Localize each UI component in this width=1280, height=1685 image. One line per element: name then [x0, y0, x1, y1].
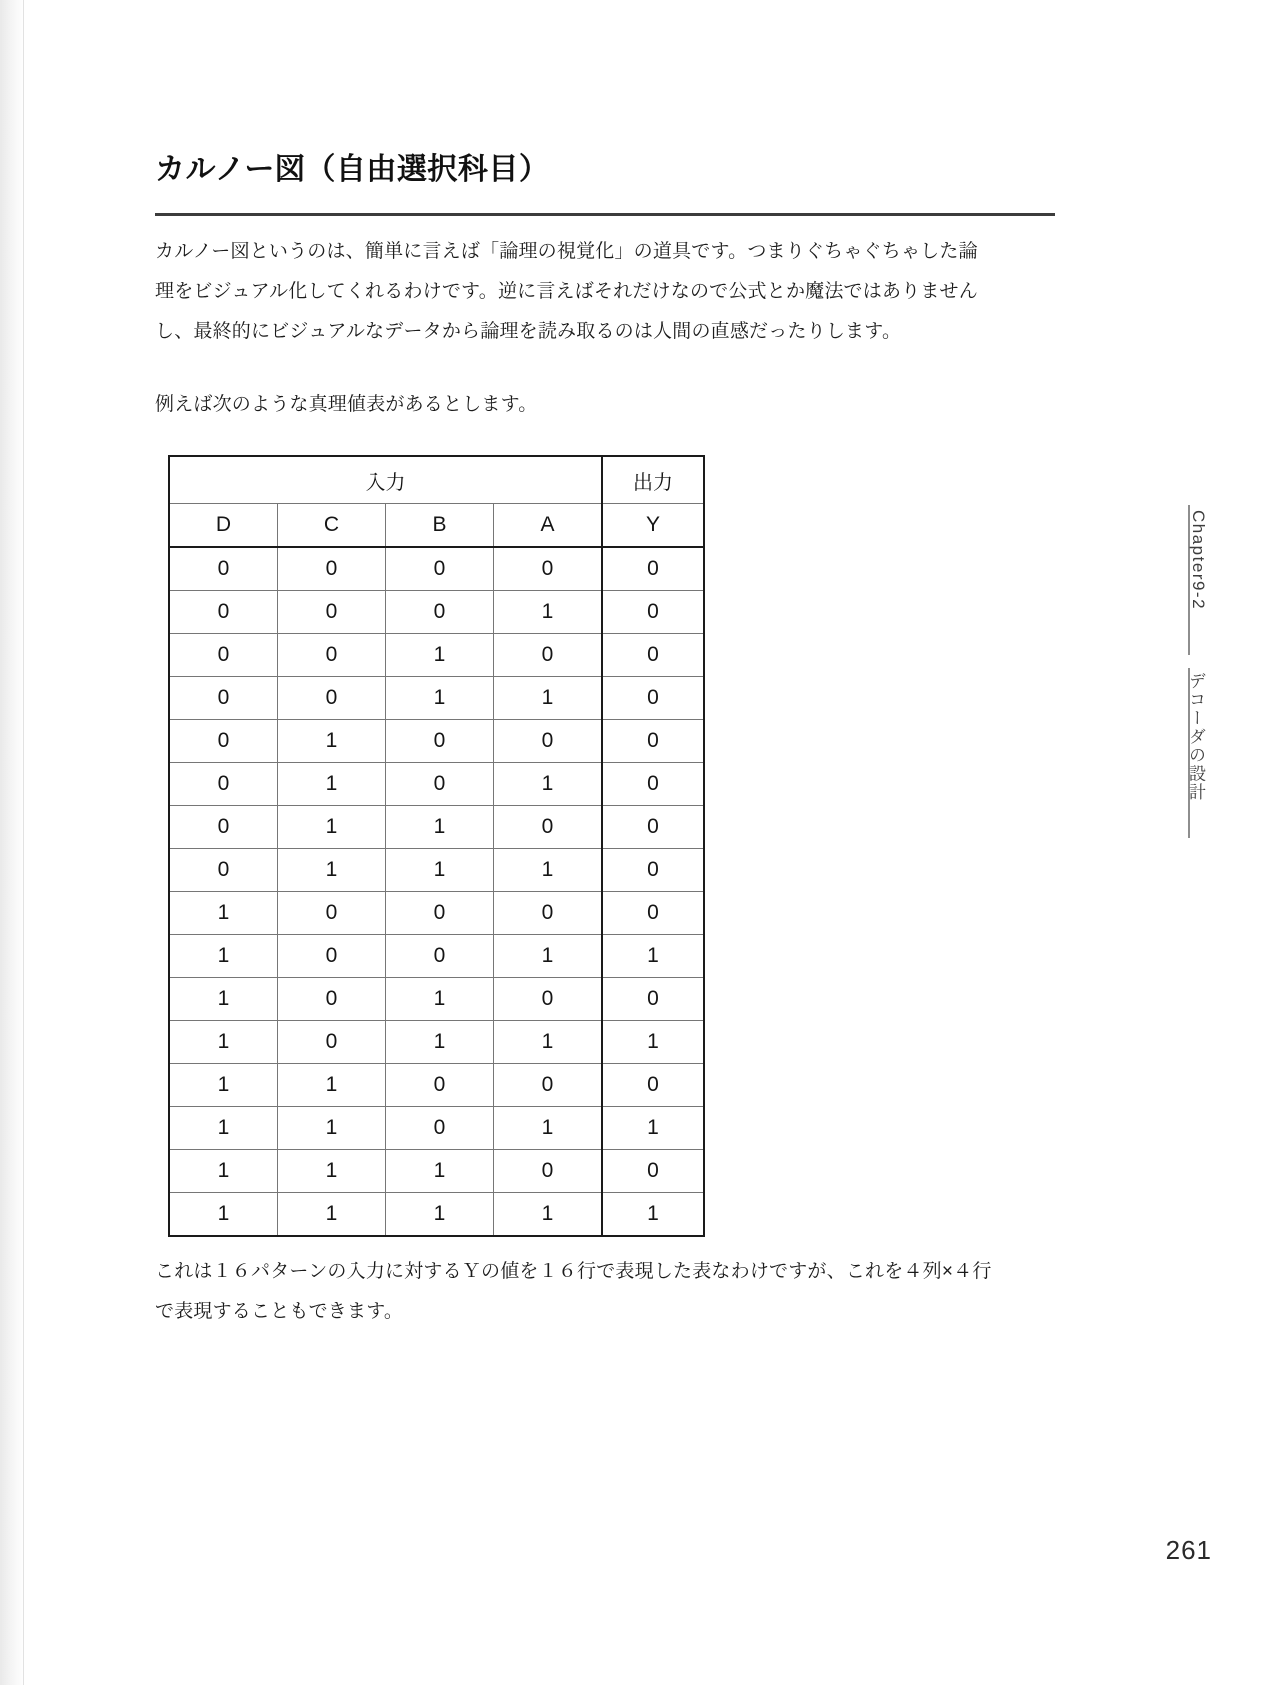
table-row: [169, 677, 704, 720]
table-cell: 1: [278, 849, 386, 892]
table-cell: 1: [494, 677, 603, 720]
table-cell: 0: [386, 547, 494, 591]
group-header-output: 出力: [602, 456, 704, 504]
column-header-d: D: [169, 504, 278, 548]
table-row: [169, 547, 704, 591]
example-intro-paragraph: [155, 385, 1055, 425]
table-cell: 1: [169, 1150, 278, 1193]
table-cell: 0: [602, 720, 704, 763]
group-header-input: 入力: [169, 456, 602, 504]
column-header-c: C: [278, 504, 386, 548]
table-cell: 1: [386, 849, 494, 892]
table-row: [169, 1150, 704, 1193]
scan-gutter: [0, 0, 24, 1685]
table-cell: 0: [169, 547, 278, 591]
table-cell: 0: [602, 978, 704, 1021]
table-cell: 0: [386, 1064, 494, 1107]
table-cell: 1: [494, 1021, 603, 1064]
table-cell: 1: [386, 634, 494, 677]
table-cell: 1: [278, 1064, 386, 1107]
truth-table-container: [168, 455, 705, 1237]
table-cell: 1: [602, 1107, 704, 1150]
table-cell: 0: [169, 849, 278, 892]
table-cell: 1: [386, 1021, 494, 1064]
table-cell: 1: [386, 677, 494, 720]
table-cell: 0: [494, 892, 603, 935]
table-cell: 0: [602, 547, 704, 591]
example-intro-line: 例えば次のような真理値表があるとします。: [155, 394, 538, 415]
column-header-a: A: [494, 504, 603, 548]
table-cell: 1: [169, 1107, 278, 1150]
table-row: [169, 1021, 704, 1064]
page-number: 261: [1165, 1535, 1212, 1565]
truth-table: [168, 455, 705, 1237]
table-cell: 0: [169, 591, 278, 634]
truth-table-column-header-row: [169, 504, 704, 548]
table-cell: 1: [278, 806, 386, 849]
closing-line-1: これは１６パターンの入力に対するＹの値を１６行で表現した表なわけですが、これを４列×４行: [155, 1261, 992, 1282]
table-row: [169, 634, 704, 677]
table-cell: 0: [278, 677, 386, 720]
table-cell: 0: [169, 634, 278, 677]
intro-line-2: 理をビジュアル化してくれるわけです。逆に言えばそれだけなので公式とか魔法ではありません: [155, 281, 978, 302]
table-cell: 1: [278, 1150, 386, 1193]
table-cell: 0: [494, 547, 603, 591]
table-cell: 1: [386, 978, 494, 1021]
table-cell: 1: [278, 763, 386, 806]
table-cell: 0: [602, 634, 704, 677]
table-cell: 0: [602, 806, 704, 849]
table-cell: 0: [602, 849, 704, 892]
table-cell: 1: [278, 1107, 386, 1150]
table-row: [169, 935, 704, 978]
table-cell: 1: [494, 1107, 603, 1150]
table-cell: 1: [278, 1193, 386, 1237]
table-cell: 0: [169, 720, 278, 763]
intro-paragraph: [155, 232, 1055, 352]
table-cell: 0: [386, 892, 494, 935]
table-cell: 0: [494, 1064, 603, 1107]
table-cell: 0: [602, 1150, 704, 1193]
title-divider: [155, 213, 1055, 216]
table-cell: 1: [602, 935, 704, 978]
table-row: [169, 591, 704, 634]
table-cell: 0: [278, 634, 386, 677]
table-cell: 0: [602, 1064, 704, 1107]
table-cell: 1: [169, 1021, 278, 1064]
table-cell: 0: [602, 677, 704, 720]
table-cell: 1: [494, 763, 603, 806]
table-row: [169, 849, 704, 892]
truth-table-group-header-row: [169, 456, 704, 504]
table-cell: 0: [494, 978, 603, 1021]
table-cell: 0: [169, 806, 278, 849]
table-cell: 0: [278, 935, 386, 978]
intro-line-3: し、最終的にビジュアルなデータから論理を読み取るのは人間の直感だったりします。: [155, 321, 902, 342]
page-title: カルノー図（自由選択科目）: [155, 153, 550, 186]
table-cell: 0: [602, 591, 704, 634]
scan-gutter-edge: [23, 0, 24, 1685]
table-cell: 1: [494, 935, 603, 978]
table-cell: 1: [494, 1193, 603, 1237]
closing-line-2: で表現することもできます。: [155, 1301, 404, 1322]
column-header-y: Y: [602, 504, 704, 548]
truth-table-body: [169, 547, 704, 1236]
table-row: [169, 806, 704, 849]
table-cell: 1: [386, 1193, 494, 1237]
table-row: [169, 1193, 704, 1237]
table-cell: 0: [602, 892, 704, 935]
table-row: [169, 1107, 704, 1150]
table-cell: 0: [386, 591, 494, 634]
table-cell: 0: [278, 591, 386, 634]
table-cell: 0: [386, 1107, 494, 1150]
table-cell: 0: [278, 1021, 386, 1064]
table-row: [169, 720, 704, 763]
side-tab-chapter-label: Chapter9-2: [1189, 510, 1208, 611]
table-row: [169, 1064, 704, 1107]
table-cell: 0: [494, 720, 603, 763]
table-cell: 0: [494, 1150, 603, 1193]
column-header-b: B: [386, 504, 494, 548]
intro-line-1: カルノー図というのは、簡単に言えば「論理の視覚化」の道具です。つまりぐちゃぐちゃした論: [155, 241, 978, 262]
table-cell: 1: [494, 849, 603, 892]
table-cell: 1: [169, 1064, 278, 1107]
table-cell: 0: [278, 547, 386, 591]
closing-paragraph: [155, 1252, 1055, 1332]
table-row: [169, 892, 704, 935]
table-cell: 0: [278, 892, 386, 935]
table-cell: 1: [494, 591, 603, 634]
table-row: [169, 763, 704, 806]
table-cell: 1: [386, 806, 494, 849]
table-cell: 0: [386, 763, 494, 806]
table-cell: 0: [494, 806, 603, 849]
table-cell: 1: [386, 1150, 494, 1193]
table-cell: 1: [278, 720, 386, 763]
table-cell: 1: [602, 1021, 704, 1064]
table-cell: 0: [169, 763, 278, 806]
table-row: [169, 978, 704, 1021]
table-cell: 0: [278, 978, 386, 1021]
side-tab-section-label: デコーダの設計: [1186, 672, 1205, 802]
table-cell: 1: [169, 935, 278, 978]
table-cell: 0: [386, 935, 494, 978]
table-cell: 1: [169, 1193, 278, 1237]
table-cell: 0: [169, 677, 278, 720]
table-cell: 0: [602, 763, 704, 806]
table-cell: 1: [169, 892, 278, 935]
table-cell: 1: [602, 1193, 704, 1237]
table-cell: 1: [169, 978, 278, 1021]
table-cell: 0: [494, 634, 603, 677]
table-cell: 0: [386, 720, 494, 763]
